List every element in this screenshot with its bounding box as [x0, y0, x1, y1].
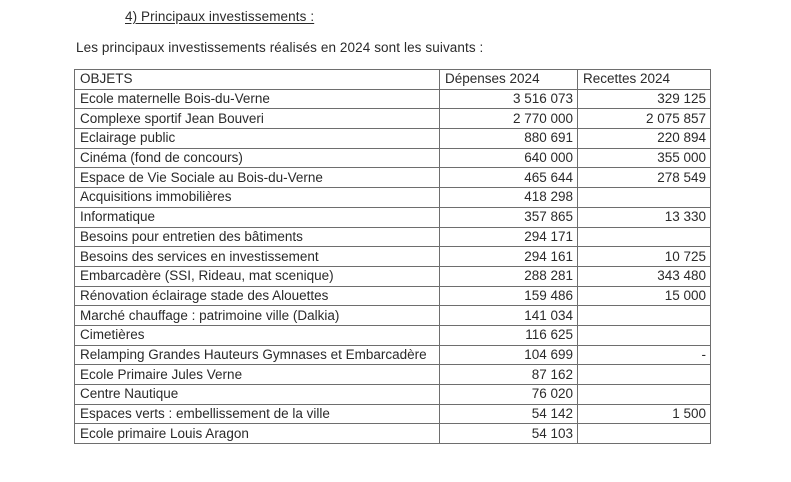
table-row — [75, 227, 711, 247]
table-body — [75, 89, 711, 443]
table-row — [75, 385, 711, 405]
cell-depenses: 880 691 — [440, 129, 578, 149]
cell-depenses: 288 281 — [440, 266, 578, 286]
cell-depenses: 54 142 — [440, 404, 578, 424]
cell-recettes: 278 549 — [578, 168, 711, 188]
table-row — [75, 247, 711, 267]
cell-objet: Marché chauffage : patrimoine ville (Dalkia) — [75, 306, 440, 326]
cell-recettes: 343 480 — [578, 266, 711, 286]
table-row — [75, 424, 711, 444]
table-row — [75, 325, 711, 345]
cell-recettes: 10 725 — [578, 247, 711, 267]
cell-depenses: 294 161 — [440, 247, 578, 267]
cell-recettes — [578, 385, 711, 405]
table-row — [75, 89, 711, 109]
section-heading: 4) Principaux investissements : — [125, 9, 315, 24]
cell-recettes — [578, 365, 711, 385]
cell-objet: Informatique — [75, 207, 440, 227]
cell-depenses: 54 103 — [440, 424, 578, 444]
cell-objet: Besoins pour entretien des bâtiments — [75, 227, 440, 247]
table-row — [75, 129, 711, 149]
cell-objet: Ecole primaire Louis Aragon — [75, 424, 440, 444]
table-row — [75, 207, 711, 227]
cell-recettes: 220 894 — [578, 129, 711, 149]
cell-recettes — [578, 188, 711, 208]
cell-objet: Complexe sportif Jean Bouveri — [75, 109, 440, 129]
cell-objet: Espace de Vie Sociale au Bois-du-Verne — [75, 168, 440, 188]
cell-depenses: 116 625 — [440, 325, 578, 345]
column-header-depenses: Dépenses 2024 — [440, 70, 578, 90]
cell-depenses: 104 699 — [440, 345, 578, 365]
table-row — [75, 148, 711, 168]
cell-recettes — [578, 325, 711, 345]
cell-recettes — [578, 227, 711, 247]
column-header-recettes: Recettes 2024 — [578, 70, 711, 90]
intro-paragraph: Les principaux investissements réalisés en 2024 sont les suivants : — [76, 40, 484, 55]
investments-table — [74, 69, 711, 444]
cell-depenses: 294 171 — [440, 227, 578, 247]
table-row — [75, 109, 711, 129]
cell-objet: Embarcadère (SSI, Rideau, mat scenique) — [75, 266, 440, 286]
cell-recettes: 13 330 — [578, 207, 711, 227]
cell-objet: Centre Nautique — [75, 385, 440, 405]
cell-recettes: 2 075 857 — [578, 109, 711, 129]
cell-recettes: 1 500 — [578, 404, 711, 424]
cell-depenses: 3 516 073 — [440, 89, 578, 109]
cell-depenses: 2 770 000 — [440, 109, 578, 129]
cell-recettes: - — [578, 345, 711, 365]
cell-depenses: 465 644 — [440, 168, 578, 188]
cell-depenses: 159 486 — [440, 286, 578, 306]
cell-depenses: 141 034 — [440, 306, 578, 326]
cell-depenses: 76 020 — [440, 385, 578, 405]
cell-depenses: 640 000 — [440, 148, 578, 168]
cell-objet: Relamping Grandes Hauteurs Gymnases et Embarcadère — [75, 345, 440, 365]
cell-objet: Ecole maternelle Bois-du-Verne — [75, 89, 440, 109]
cell-objet: Cimetières — [75, 325, 440, 345]
cell-depenses: 418 298 — [440, 188, 578, 208]
table-row — [75, 266, 711, 286]
cell-objet: Espaces verts : embellissement de la ville — [75, 404, 440, 424]
cell-objet: Rénovation éclairage stade des Alouettes — [75, 286, 440, 306]
cell-recettes — [578, 424, 711, 444]
cell-objet: Ecole Primaire Jules Verne — [75, 365, 440, 385]
table-row — [75, 404, 711, 424]
cell-objet: Cinéma (fond de concours) — [75, 148, 440, 168]
cell-objet: Besoins des services en investissement — [75, 247, 440, 267]
cell-recettes: 15 000 — [578, 286, 711, 306]
table-row — [75, 188, 711, 208]
table-row — [75, 286, 711, 306]
table-header-row — [75, 70, 711, 90]
table-row — [75, 168, 711, 188]
table-row — [75, 365, 711, 385]
cell-recettes — [578, 306, 711, 326]
table-row — [75, 345, 711, 365]
cell-recettes: 355 000 — [578, 148, 711, 168]
cell-objet: Acquisitions immobilières — [75, 188, 440, 208]
table-row — [75, 306, 711, 326]
cell-depenses: 87 162 — [440, 365, 578, 385]
cell-recettes: 329 125 — [578, 89, 711, 109]
cell-objet: Eclairage public — [75, 129, 440, 149]
cell-depenses: 357 865 — [440, 207, 578, 227]
column-header-objets: OBJETS — [75, 70, 440, 90]
